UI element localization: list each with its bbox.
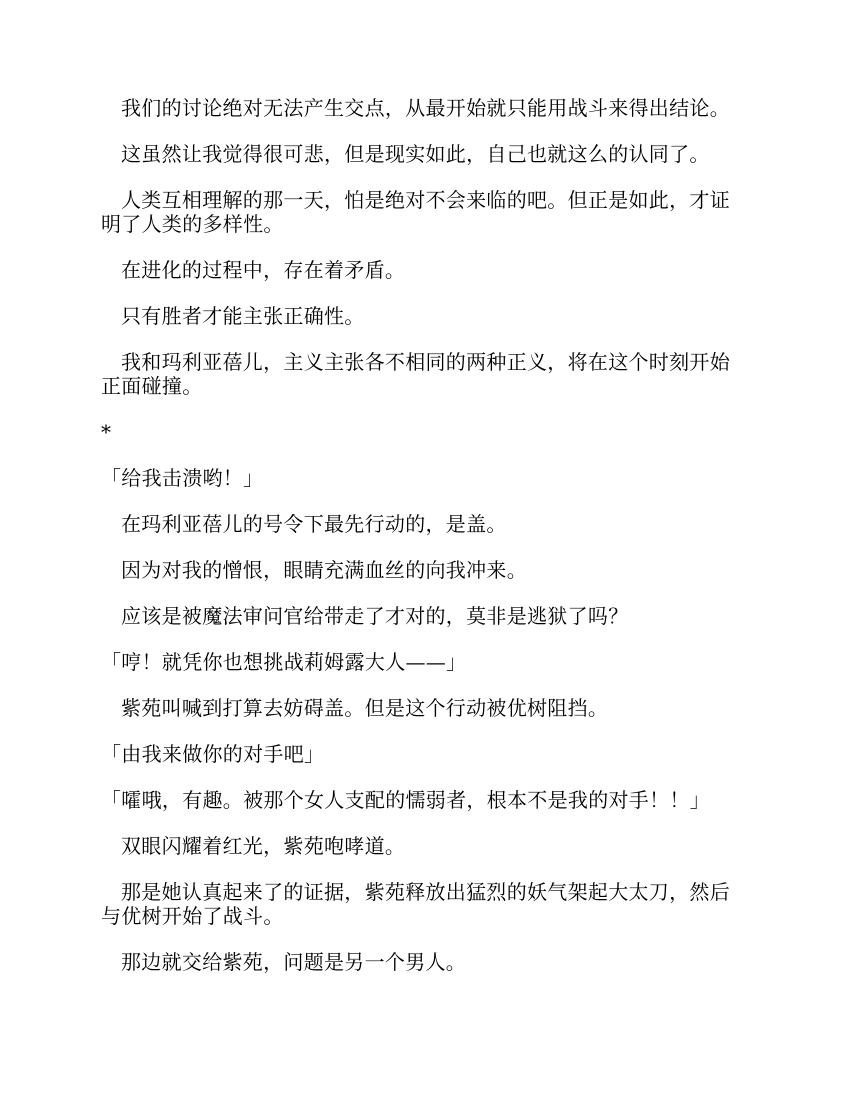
document-page xyxy=(101,96,746,974)
paragraph: 这虽然让我觉得很可悲，但是现实如此，自己也就这么的认同了。 xyxy=(121,142,710,166)
paragraph: 只有胜者才能主张正确性。 xyxy=(121,304,365,328)
paragraph: 人类互相理解的那一天，怕是绝对不会来临的吧。但正是如此，才证明了人类的多样性。 xyxy=(101,188,730,236)
paragraph: 我和玛利亚蓓儿，主义主张各不相同的两种正义，将在这个时刻开始正面碰撞。 xyxy=(101,350,730,398)
paragraph: 双眼闪耀着红光，紫苑咆哮道。 xyxy=(121,834,406,858)
paragraph: 那边就交给紫苑，问题是另一个男人。 xyxy=(121,950,467,974)
paragraph: 在进化的过程中，存在着矛盾。 xyxy=(121,258,406,282)
scene-break: * xyxy=(101,420,112,444)
paragraph: 紫苑叫喊到打算去妨碍盖。但是这个行动被优树阻挡。 xyxy=(121,696,609,720)
dialogue-line: 「嚯哦，有趣。被那个女人支配的懦弱者，根本不是我的对手！！」 xyxy=(101,788,710,812)
dialogue-line: 「给我击溃哟！」 xyxy=(101,466,264,490)
dialogue-line: 「由我来做你的对手吧」 xyxy=(101,742,325,766)
dialogue-line: 「哼！就凭你也想挑战莉姆露大人——」 xyxy=(101,650,467,674)
paragraph: 我们的讨论绝对无法产生交点，从最开始就只能用战斗来得出结论。 xyxy=(121,96,730,120)
paragraph: 在玛利亚蓓儿的号令下最先行动的，是盖。 xyxy=(121,512,507,536)
paragraph: 因为对我的憎恨，眼睛充满血丝的向我冲来。 xyxy=(121,558,527,582)
paragraph: 那是她认真起来了的证据，紫苑释放出猛烈的妖气架起大太刀，然后与优树开始了战斗。 xyxy=(101,880,730,928)
paragraph: 应该是被魔法审问官给带走了才对的，莫非是逃狱了吗？ xyxy=(121,604,629,628)
